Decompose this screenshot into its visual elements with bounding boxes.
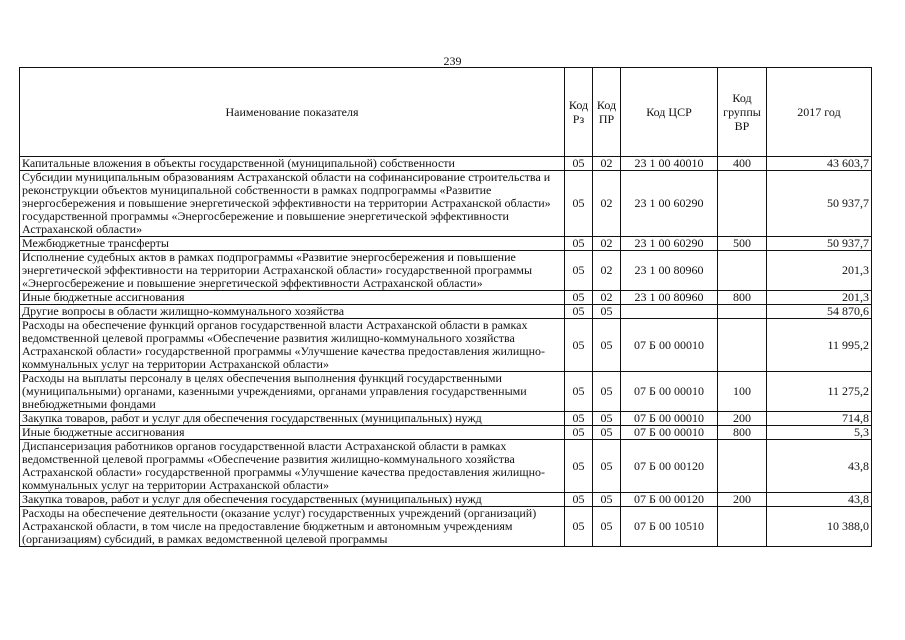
cell-name: Закупка товаров, работ и услуг для обеспечения государственных (муниципальных) нужд	[20, 412, 565, 426]
cell-name: Расходы на выплаты персоналу в целях обеспечения выполнения функций государственными (муниципальными) органами, казенными учреждениями, органами управления государственными внебюджетными фондами	[20, 372, 565, 412]
cell-rz: 05	[565, 372, 593, 412]
cell-vr: 200	[718, 412, 767, 426]
cell-pr: 02	[593, 291, 621, 305]
cell-name: Иные бюджетные ассигнования	[20, 291, 565, 305]
cell-vr: 400	[718, 157, 767, 171]
table-header-row	[20, 68, 872, 157]
header-name: Наименование показателя	[20, 68, 565, 157]
table-row	[20, 237, 872, 251]
cell-pr: 05	[593, 319, 621, 372]
budget-table	[19, 67, 872, 547]
cell-csr: 07 Б 00 00010	[621, 426, 718, 440]
cell-csr: 23 1 00 80960	[621, 291, 718, 305]
cell-sum: 11 275,2	[767, 372, 872, 412]
cell-pr: 05	[593, 426, 621, 440]
table-row	[20, 426, 872, 440]
header-vr: Код группы ВР	[718, 68, 767, 157]
cell-vr: 500	[718, 237, 767, 251]
cell-sum: 50 937,7	[767, 171, 872, 237]
table-row	[20, 291, 872, 305]
cell-vr	[718, 251, 767, 291]
cell-pr: 05	[593, 412, 621, 426]
cell-rz: 05	[565, 493, 593, 507]
cell-sum: 10 388,0	[767, 507, 872, 547]
table-row	[20, 507, 872, 547]
cell-name: Межбюджетные трансферты	[20, 237, 565, 251]
cell-pr: 02	[593, 157, 621, 171]
cell-pr: 05	[593, 507, 621, 547]
table-row	[20, 171, 872, 237]
table-row	[20, 305, 872, 319]
cell-sum: 201,3	[767, 251, 872, 291]
cell-rz: 05	[565, 319, 593, 372]
cell-name: Расходы на обеспечение функций органов государственной власти Астраханской области в рамках ведомственной целевой программы «Обеспечение развития жилищно-коммунального хозяйства Астраханской области» государственной программы «Улучшение качества предоставления жилищно-коммунальных услуг на территории Астраханской области»	[20, 319, 565, 372]
page-number: 239	[443, 54, 462, 68]
cell-sum: 43,8	[767, 440, 872, 493]
header-sum: 2017 год	[767, 68, 872, 157]
cell-rz: 05	[565, 171, 593, 237]
cell-sum: 201,3	[767, 291, 872, 305]
table-row	[20, 493, 872, 507]
cell-csr: 23 1 00 80960	[621, 251, 718, 291]
cell-pr: 05	[593, 440, 621, 493]
cell-sum: 50 937,7	[767, 237, 872, 251]
header-csr: Код ЦСР	[621, 68, 718, 157]
header-pr: Код ПР	[593, 68, 621, 157]
cell-csr: 07 Б 00 00010	[621, 412, 718, 426]
cell-sum: 714,8	[767, 412, 872, 426]
cell-name: Диспансеризация работников органов государственной власти Астраханской области в рамках ведомственной целевой программы «Обеспечение развития жилищно-коммунального хозяйства Астраханской области» государственной программы «Улучшение качества предоставления жилищно-коммунальных услуг на территории Астраханской области»	[20, 440, 565, 493]
cell-rz: 05	[565, 237, 593, 251]
table-row	[20, 440, 872, 493]
cell-rz: 05	[565, 157, 593, 171]
table-row	[20, 412, 872, 426]
cell-csr: 07 Б 00 00010	[621, 319, 718, 372]
cell-sum: 5,3	[767, 426, 872, 440]
cell-name: Закупка товаров, работ и услуг для обеспечения государственных (муниципальных) нужд	[20, 493, 565, 507]
cell-csr: 07 Б 00 00120	[621, 440, 718, 493]
header-rz: Код Рз	[565, 68, 593, 157]
cell-vr	[718, 171, 767, 237]
cell-rz: 05	[565, 291, 593, 305]
cell-pr: 02	[593, 251, 621, 291]
cell-name: Другие вопросы в области жилищно-коммунального хозяйства	[20, 305, 565, 319]
cell-csr: 23 1 00 60290	[621, 237, 718, 251]
cell-sum: 11 995,2	[767, 319, 872, 372]
cell-sum: 54 870,6	[767, 305, 872, 319]
cell-csr	[621, 305, 718, 319]
cell-csr: 07 Б 00 00120	[621, 493, 718, 507]
cell-vr: 200	[718, 493, 767, 507]
table-row	[20, 319, 872, 372]
cell-pr: 05	[593, 493, 621, 507]
cell-sum: 43,8	[767, 493, 872, 507]
cell-rz: 05	[565, 426, 593, 440]
cell-vr	[718, 319, 767, 372]
table-row	[20, 372, 872, 412]
cell-csr: 07 Б 00 10510	[621, 507, 718, 547]
table-row	[20, 251, 872, 291]
cell-pr: 05	[593, 372, 621, 412]
cell-pr: 02	[593, 237, 621, 251]
cell-csr: 23 1 00 60290	[621, 171, 718, 237]
cell-rz: 05	[565, 251, 593, 291]
cell-pr: 05	[593, 305, 621, 319]
cell-vr	[718, 305, 767, 319]
cell-rz: 05	[565, 507, 593, 547]
cell-vr: 800	[718, 291, 767, 305]
cell-name: Исполнение судебных актов в рамках подпрограммы «Развитие энергосбережения и повышение энергетической эффективности на территории Астраханской области» государственной программы «Энергосбережение и повышение энергетической эффективности Астраханской области»	[20, 251, 565, 291]
cell-csr: 23 1 00 40010	[621, 157, 718, 171]
cell-name: Капитальные вложения в объекты государственной (муниципальной) собственности	[20, 157, 565, 171]
cell-rz: 05	[565, 440, 593, 493]
cell-vr: 100	[718, 372, 767, 412]
cell-vr: 800	[718, 426, 767, 440]
cell-name: Расходы на обеспечение деятельности (оказание услуг) государственных учреждений (организаций) Астраханской области, в том числе на предоставление бюджетным и автономным учреждениям (организациям) субсидий, в рамках ведомственной целевой программы	[20, 507, 565, 547]
cell-rz: 05	[565, 412, 593, 426]
cell-name: Субсидии муниципальным образованиям Астраханской области на софинансирование строительства и реконструкции объектов муниципальной собственности в рамках подпрограммы «Развитие энергосбережения и повышение энергетической эффективности на территории Астраханской области» государственной программы «Энергосбережение и повышение энергетической эффективности Астраханской области»	[20, 171, 565, 237]
cell-sum: 43 603,7	[767, 157, 872, 171]
cell-vr	[718, 507, 767, 547]
cell-name: Иные бюджетные ассигнования	[20, 426, 565, 440]
cell-vr	[718, 440, 767, 493]
cell-rz: 05	[565, 305, 593, 319]
table-row	[20, 157, 872, 171]
cell-csr: 07 Б 00 00010	[621, 372, 718, 412]
cell-pr: 02	[593, 171, 621, 237]
